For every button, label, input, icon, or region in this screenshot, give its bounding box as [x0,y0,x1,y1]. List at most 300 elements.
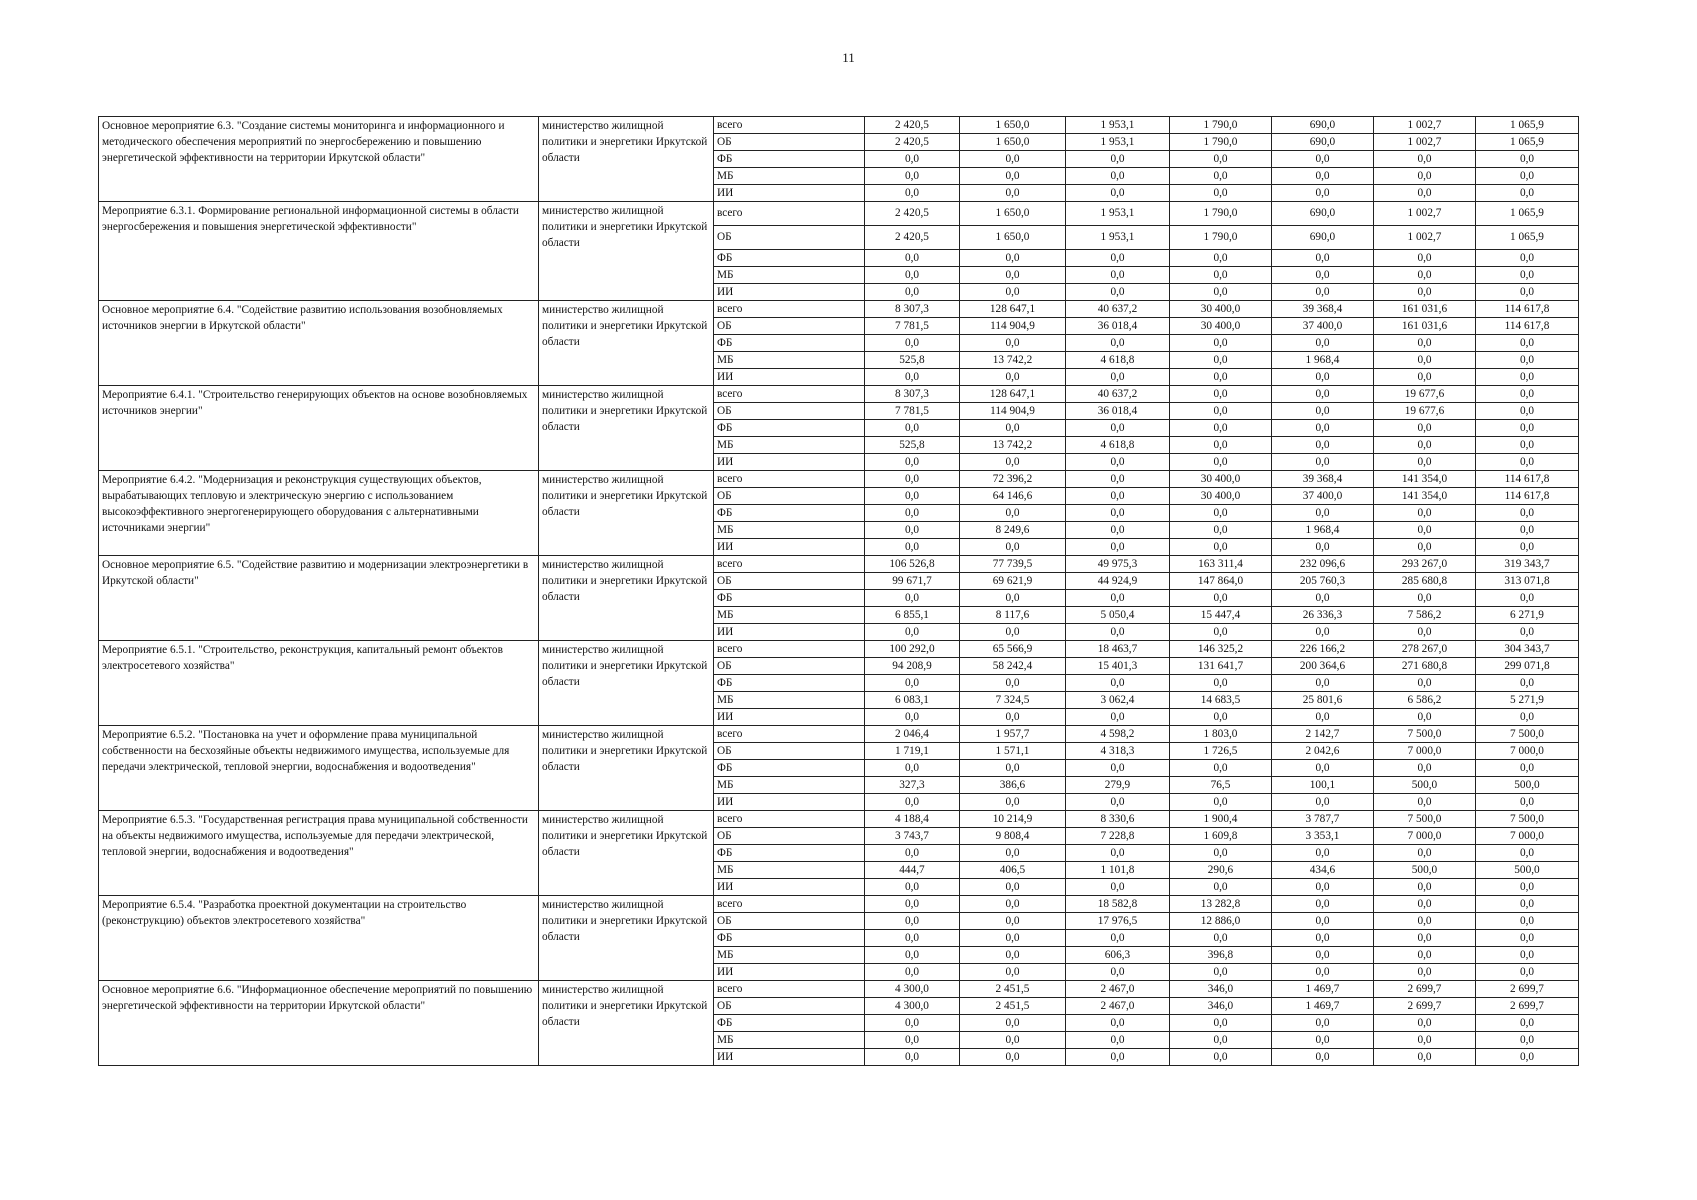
amount-cell: 3 743,7 [865,828,960,845]
amount-cell: 0,0 [1476,539,1579,556]
amount-cell: 0,0 [1374,250,1476,267]
amount-cell: 0,0 [960,250,1066,267]
activity-name-cell: Мероприятие 6.4.2. "Модернизация и реконструкция существующих объектов, вырабатывающих тепловую и электрическую энергию с использованием высокоэффективного энергогенерирующего оборудования с альтернативными источниками энергии" [99,471,539,556]
funding-source-cell: ОБ [714,318,865,335]
responsible-org-cell: министерство жилищной политики и энергетики Иркутской области [539,556,714,641]
amount-cell: 13 742,2 [960,352,1066,369]
amount-cell: 0,0 [1374,420,1476,437]
amount-cell: 146 325,2 [1170,641,1272,658]
amount-cell: 19 677,6 [1374,403,1476,420]
amount-cell: 0,0 [1374,709,1476,726]
amount-cell: 106 526,8 [865,556,960,573]
funding-source-cell: ФБ [714,151,865,168]
activity-name-cell: Мероприятие 6.3.1. Формирование региональной информационной системы в области энергосбережения и повышения энергетической эффективности" [99,202,539,301]
funding-source-cell: ОБ [714,226,865,250]
amount-cell: 141 354,0 [1374,471,1476,488]
amount-cell: 0,0 [865,168,960,185]
amount-cell: 346,0 [1170,998,1272,1015]
amount-cell: 0,0 [1170,267,1272,284]
amount-cell: 7 781,5 [865,403,960,420]
amount-cell: 0,0 [960,879,1066,896]
amount-cell: 131 641,7 [1170,658,1272,675]
amount-cell: 1 571,1 [960,743,1066,760]
amount-cell: 0,0 [865,151,960,168]
amount-cell: 0,0 [865,964,960,981]
amount-cell: 0,0 [1272,1049,1374,1066]
funding-table-body [99,117,1579,1066]
amount-cell: 0,0 [1476,352,1579,369]
amount-cell: 0,0 [1066,369,1170,386]
responsible-org-cell: министерство жилищной политики и энергетики Иркутской области [539,471,714,556]
amount-cell: 0,0 [865,930,960,947]
amount-cell: 606,3 [1066,947,1170,964]
amount-cell: 8 117,6 [960,607,1066,624]
funding-source-cell: ФБ [714,250,865,267]
amount-cell: 6 586,2 [1374,692,1476,709]
amount-cell: 14 683,5 [1170,692,1272,709]
activity-name-cell: Основное мероприятие 6.5. "Содействие развитию и модернизации электроэнергетики в Иркутской области" [99,556,539,641]
funding-source-cell: ОБ [714,573,865,590]
funding-source-cell: МБ [714,607,865,624]
amount-cell: 9 808,4 [960,828,1066,845]
funding-source-cell: ОБ [714,828,865,845]
amount-cell: 0,0 [960,267,1066,284]
responsible-org-cell: министерство жилищной политики и энергетики Иркутской области [539,202,714,301]
amount-cell: 40 637,2 [1066,386,1170,403]
amount-cell: 1 957,7 [960,726,1066,743]
amount-cell: 1 609,8 [1170,828,1272,845]
amount-cell: 114 617,8 [1476,488,1579,505]
amount-cell: 2 467,0 [1066,998,1170,1015]
responsible-org-cell: министерство жилищной политики и энергетики Иркутской области [539,641,714,726]
amount-cell: 0,0 [1476,947,1579,964]
amount-cell: 0,0 [1170,185,1272,202]
amount-cell: 40 637,2 [1066,301,1170,318]
amount-cell: 0,0 [1374,151,1476,168]
amount-cell: 0,0 [1476,930,1579,947]
amount-cell: 13 282,8 [1170,896,1272,913]
amount-cell: 1 790,0 [1170,202,1272,226]
amount-cell: 0,0 [960,1049,1066,1066]
amount-cell: 7 500,0 [1374,811,1476,828]
amount-cell: 0,0 [1374,896,1476,913]
amount-cell: 0,0 [1170,505,1272,522]
amount-cell: 0,0 [1066,760,1170,777]
amount-cell: 0,0 [1066,675,1170,692]
funding-source-cell: ФБ [714,930,865,947]
amount-cell: 0,0 [1170,454,1272,471]
amount-cell: 0,0 [1272,794,1374,811]
amount-cell: 0,0 [1476,964,1579,981]
amount-cell: 0,0 [1066,505,1170,522]
amount-cell: 0,0 [1374,964,1476,981]
amount-cell: 39 368,4 [1272,301,1374,318]
amount-cell: 0,0 [960,284,1066,301]
amount-cell: 319 343,7 [1476,556,1579,573]
amount-cell: 0,0 [1272,369,1374,386]
amount-cell: 0,0 [1476,437,1579,454]
amount-cell: 0,0 [1272,168,1374,185]
amount-cell: 0,0 [960,845,1066,862]
amount-cell: 0,0 [1476,624,1579,641]
amount-cell: 0,0 [1374,168,1476,185]
amount-cell: 0,0 [1374,1049,1476,1066]
amount-cell: 100 292,0 [865,641,960,658]
amount-cell: 0,0 [1374,185,1476,202]
amount-cell: 444,7 [865,862,960,879]
funding-source-cell: ИИ [714,539,865,556]
amount-cell: 0,0 [1476,386,1579,403]
amount-cell: 0,0 [960,590,1066,607]
amount-cell: 0,0 [960,675,1066,692]
amount-cell: 0,0 [1272,675,1374,692]
funding-source-cell: ИИ [714,1049,865,1066]
amount-cell: 2 451,5 [960,998,1066,1015]
amount-cell: 690,0 [1272,226,1374,250]
amount-cell: 0,0 [865,879,960,896]
amount-cell: 0,0 [1374,590,1476,607]
amount-cell: 0,0 [1066,1049,1170,1066]
amount-cell: 0,0 [1272,539,1374,556]
activity-name-cell: Мероприятие 6.5.2. "Постановка на учет и оформление права муниципальной собственности на бесхозяйные объекты недвижимого имущества, используемые для передачи электрической, тепловой энергии, водоснабжения и водоотведения" [99,726,539,811]
amount-cell: 0,0 [1272,505,1374,522]
amount-cell: 2 420,5 [865,134,960,151]
amount-cell: 0,0 [1272,386,1374,403]
amount-cell: 2 699,7 [1476,981,1579,998]
amount-cell: 147 864,0 [1170,573,1272,590]
amount-cell: 0,0 [1476,185,1579,202]
funding-source-cell: МБ [714,692,865,709]
amount-cell: 0,0 [1374,624,1476,641]
amount-cell: 1 650,0 [960,134,1066,151]
amount-cell: 10 214,9 [960,811,1066,828]
amount-cell: 0,0 [960,794,1066,811]
amount-cell: 0,0 [865,250,960,267]
table-row [99,641,1579,658]
amount-cell: 2 699,7 [1374,998,1476,1015]
amount-cell: 0,0 [865,794,960,811]
amount-cell: 7 500,0 [1476,811,1579,828]
funding-source-cell: ФБ [714,675,865,692]
amount-cell: 0,0 [1066,522,1170,539]
amount-cell: 1 953,1 [1066,226,1170,250]
amount-cell: 0,0 [960,185,1066,202]
amount-cell: 0,0 [1374,335,1476,352]
funding-source-cell: всего [714,556,865,573]
amount-cell: 0,0 [865,1015,960,1032]
amount-cell: 0,0 [1272,185,1374,202]
amount-cell: 7 500,0 [1476,726,1579,743]
amount-cell: 4 300,0 [865,981,960,998]
amount-cell: 0,0 [1374,437,1476,454]
amount-cell: 0,0 [960,930,1066,947]
amount-cell: 0,0 [1170,386,1272,403]
amount-cell: 0,0 [1476,168,1579,185]
amount-cell: 0,0 [1272,964,1374,981]
amount-cell: 0,0 [1374,930,1476,947]
table-row [99,556,1579,573]
responsible-org-cell: министерство жилищной политики и энергетики Иркутской области [539,896,714,981]
amount-cell: 0,0 [1374,794,1476,811]
amount-cell: 386,6 [960,777,1066,794]
amount-cell: 8 249,6 [960,522,1066,539]
funding-source-cell: ОБ [714,743,865,760]
amount-cell: 8 307,3 [865,301,960,318]
amount-cell: 8 330,6 [1066,811,1170,828]
activity-name-cell: Мероприятие 6.5.3. "Государственная регистрация права муниципальной собственности на объекты недвижимого имущества, используемые для передачи электрической, тепловой энергии, водоснабжения и водоотведения" [99,811,539,896]
amount-cell: 0,0 [1272,250,1374,267]
amount-cell: 1 002,7 [1374,202,1476,226]
funding-source-cell: ИИ [714,185,865,202]
amount-cell: 0,0 [1272,879,1374,896]
amount-cell: 0,0 [1476,590,1579,607]
amount-cell: 0,0 [1170,675,1272,692]
responsible-org-cell: министерство жилищной политики и энергетики Иркутской области [539,301,714,386]
amount-cell: 141 354,0 [1374,488,1476,505]
amount-cell: 0,0 [865,335,960,352]
amount-cell: 0,0 [1170,352,1272,369]
funding-source-cell: МБ [714,947,865,964]
amount-cell: 7 586,2 [1374,607,1476,624]
amount-cell: 0,0 [865,1032,960,1049]
amount-cell: 293 267,0 [1374,556,1476,573]
activity-name-cell: Основное мероприятие 6.6. "Информационное обеспечение мероприятий по повышению энергетической эффективности на территории Иркутской области" [99,981,539,1066]
amount-cell: 0,0 [1374,505,1476,522]
amount-cell: 0,0 [960,913,1066,930]
amount-cell: 0,0 [865,454,960,471]
amount-cell: 1 002,7 [1374,134,1476,151]
amount-cell: 0,0 [1374,267,1476,284]
amount-cell: 0,0 [1066,185,1170,202]
responsible-org-cell: министерство жилищной политики и энергетики Иркутской области [539,117,714,202]
amount-cell: 0,0 [1476,760,1579,777]
amount-cell: 94 208,9 [865,658,960,675]
amount-cell: 25 801,6 [1272,692,1374,709]
amount-cell: 1 101,8 [1066,862,1170,879]
amount-cell: 0,0 [1272,845,1374,862]
amount-cell: 0,0 [960,896,1066,913]
amount-cell: 30 400,0 [1170,488,1272,505]
funding-source-cell: всего [714,471,865,488]
amount-cell: 1 790,0 [1170,134,1272,151]
amount-cell: 0,0 [1476,369,1579,386]
amount-cell: 0,0 [1476,1015,1579,1032]
amount-cell: 30 400,0 [1170,301,1272,318]
amount-cell: 65 566,9 [960,641,1066,658]
amount-cell: 0,0 [1272,947,1374,964]
amount-cell: 0,0 [1272,267,1374,284]
amount-cell: 5 050,4 [1066,607,1170,624]
funding-table [98,116,1579,1066]
amount-cell: 2 451,5 [960,981,1066,998]
amount-cell: 114 617,8 [1476,471,1579,488]
amount-cell: 7 000,0 [1476,743,1579,760]
amount-cell: 1 953,1 [1066,134,1170,151]
amount-cell: 0,0 [1066,335,1170,352]
funding-source-cell: МБ [714,437,865,454]
amount-cell: 0,0 [865,488,960,505]
table-row [99,471,1579,488]
amount-cell: 2 467,0 [1066,981,1170,998]
amount-cell: 7 500,0 [1374,726,1476,743]
amount-cell: 6 083,1 [865,692,960,709]
responsible-org-cell: министерство жилищной политики и энергетики Иркутской области [539,386,714,471]
amount-cell: 0,0 [1476,1049,1579,1066]
amount-cell: 1 650,0 [960,226,1066,250]
amount-cell: 0,0 [1272,1032,1374,1049]
amount-cell: 100,1 [1272,777,1374,794]
amount-cell: 0,0 [960,964,1066,981]
activity-name-cell: Мероприятие 6.4.1. "Строительство генерирующих объектов на основе возобновляемых источников энергии" [99,386,539,471]
amount-cell: 0,0 [960,947,1066,964]
amount-cell: 434,6 [1272,862,1374,879]
amount-cell: 0,0 [1374,675,1476,692]
amount-cell: 0,0 [1272,896,1374,913]
amount-cell: 0,0 [1066,1032,1170,1049]
amount-cell: 0,0 [1170,879,1272,896]
amount-cell: 0,0 [960,1032,1066,1049]
amount-cell: 0,0 [865,522,960,539]
amount-cell: 49 975,3 [1066,556,1170,573]
funding-source-cell: всего [714,301,865,318]
responsible-org-cell: министерство жилищной политики и энергетики Иркутской области [539,726,714,811]
amount-cell: 30 400,0 [1170,471,1272,488]
amount-cell: 690,0 [1272,202,1374,226]
amount-cell: 1 900,4 [1170,811,1272,828]
amount-cell: 0,0 [1170,964,1272,981]
amount-cell: 18 582,8 [1066,896,1170,913]
amount-cell: 0,0 [1170,709,1272,726]
amount-cell: 500,0 [1476,862,1579,879]
amount-cell: 0,0 [1066,168,1170,185]
amount-cell: 0,0 [1272,284,1374,301]
amount-cell: 0,0 [1170,420,1272,437]
amount-cell: 0,0 [865,590,960,607]
amount-cell: 290,6 [1170,862,1272,879]
amount-cell: 0,0 [1272,760,1374,777]
amount-cell: 0,0 [960,369,1066,386]
amount-cell: 128 647,1 [960,386,1066,403]
amount-cell: 0,0 [1066,250,1170,267]
amount-cell: 200 364,6 [1272,658,1374,675]
amount-cell: 0,0 [1066,1015,1170,1032]
amount-cell: 0,0 [1170,369,1272,386]
amount-cell: 4 618,8 [1066,352,1170,369]
amount-cell: 304 343,7 [1476,641,1579,658]
responsible-org-cell: министерство жилищной политики и энергетики Иркутской области [539,981,714,1066]
amount-cell: 346,0 [1170,981,1272,998]
amount-cell: 0,0 [1170,403,1272,420]
amount-cell: 2 042,6 [1272,743,1374,760]
amount-cell: 1 953,1 [1066,117,1170,134]
amount-cell: 406,5 [960,862,1066,879]
amount-cell: 0,0 [1374,760,1476,777]
amount-cell: 0,0 [865,709,960,726]
amount-cell: 0,0 [1066,930,1170,947]
funding-source-cell: ОБ [714,403,865,420]
amount-cell: 0,0 [1170,539,1272,556]
page-number: 11 [842,50,855,65]
amount-cell: 0,0 [1170,1015,1272,1032]
amount-cell: 327,3 [865,777,960,794]
amount-cell: 0,0 [1170,624,1272,641]
amount-cell: 19 677,6 [1374,386,1476,403]
amount-cell: 500,0 [1476,777,1579,794]
responsible-org-cell: министерство жилищной политики и энергетики Иркутской области [539,811,714,896]
amount-cell: 58 242,4 [960,658,1066,675]
amount-cell: 0,0 [1066,590,1170,607]
amount-cell: 0,0 [1476,335,1579,352]
amount-cell: 0,0 [865,760,960,777]
amount-cell: 114 617,8 [1476,318,1579,335]
amount-cell: 0,0 [1170,1049,1272,1066]
amount-cell: 3 062,4 [1066,692,1170,709]
amount-cell: 0,0 [960,335,1066,352]
table-row [99,726,1579,743]
funding-source-cell: всего [714,896,865,913]
amount-cell: 0,0 [1476,1032,1579,1049]
amount-cell: 0,0 [960,624,1066,641]
funding-source-cell: ИИ [714,964,865,981]
amount-cell: 0,0 [865,539,960,556]
amount-cell: 0,0 [1476,267,1579,284]
amount-cell: 128 647,1 [960,301,1066,318]
amount-cell: 1 469,7 [1272,998,1374,1015]
amount-cell: 99 671,7 [865,573,960,590]
amount-cell: 0,0 [1170,1032,1272,1049]
amount-cell: 44 924,9 [1066,573,1170,590]
table-row [99,386,1579,403]
amount-cell: 0,0 [1374,352,1476,369]
amount-cell: 0,0 [1272,590,1374,607]
amount-cell: 161 031,6 [1374,301,1476,318]
amount-cell: 7 000,0 [1374,828,1476,845]
amount-cell: 0,0 [865,471,960,488]
amount-cell: 8 307,3 [865,386,960,403]
amount-cell: 0,0 [1170,250,1272,267]
funding-source-cell: ФБ [714,590,865,607]
table-row [99,981,1579,998]
amount-cell: 5 271,9 [1476,692,1579,709]
funding-source-cell: всего [714,641,865,658]
amount-cell: 0,0 [1476,879,1579,896]
amount-cell: 6 855,1 [865,607,960,624]
amount-cell: 2 420,5 [865,117,960,134]
amount-cell: 0,0 [1066,624,1170,641]
amount-cell: 0,0 [1066,420,1170,437]
amount-cell: 0,0 [865,185,960,202]
amount-cell: 0,0 [865,845,960,862]
amount-cell: 0,0 [1170,335,1272,352]
funding-source-cell: МБ [714,522,865,539]
amount-cell: 1 719,1 [865,743,960,760]
amount-cell: 0,0 [1066,879,1170,896]
amount-cell: 0,0 [1066,794,1170,811]
funding-source-cell: ФБ [714,505,865,522]
funding-source-cell: ОБ [714,913,865,930]
amount-cell: 0,0 [1066,845,1170,862]
funding-source-cell: ФБ [714,420,865,437]
funding-source-cell: ФБ [714,1015,865,1032]
amount-cell: 0,0 [1374,1032,1476,1049]
amount-cell: 30 400,0 [1170,318,1272,335]
funding-source-cell: ФБ [714,760,865,777]
amount-cell: 1 650,0 [960,117,1066,134]
funding-source-cell: ОБ [714,998,865,1015]
amount-cell: 37 400,0 [1272,318,1374,335]
amount-cell: 0,0 [1066,539,1170,556]
funding-source-cell: всего [714,811,865,828]
